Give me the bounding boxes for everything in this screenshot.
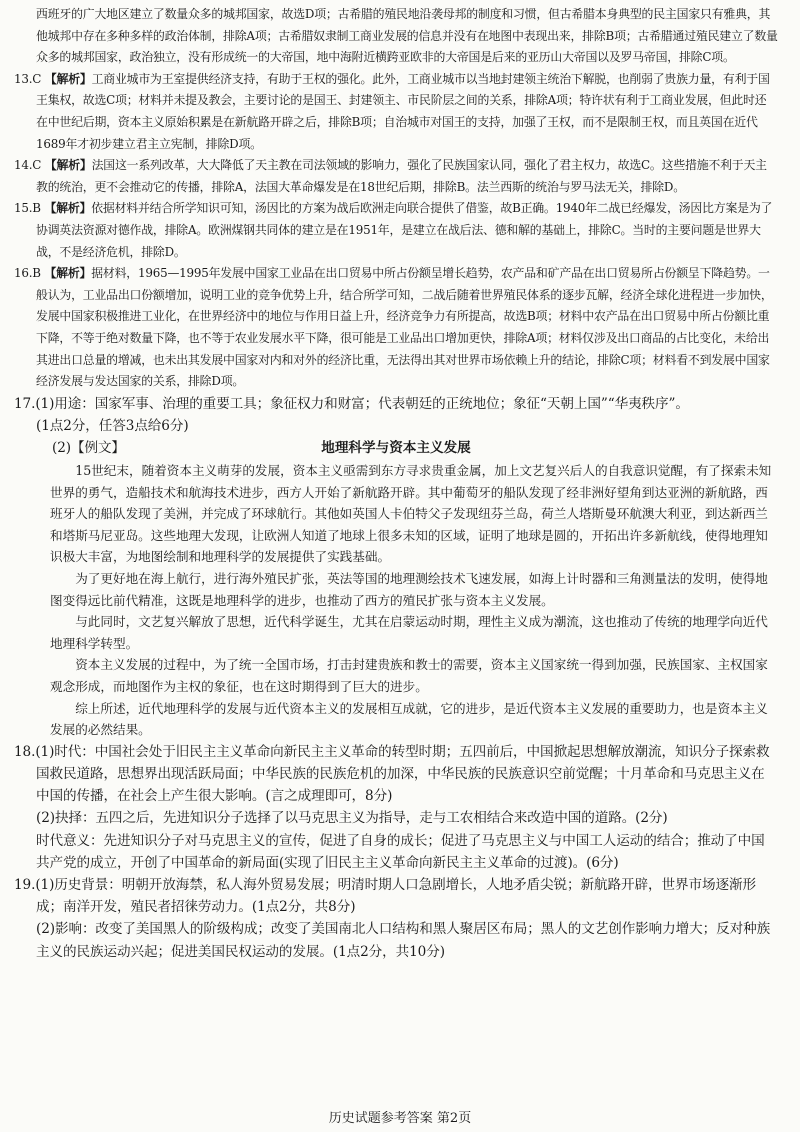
essay-title: 地理科学与资本主义发展 <box>321 440 471 457</box>
q16-answer <box>14 263 778 393</box>
essay-paragraph: 与此同时，文艺复兴解放了思想，近代科学诞生，尤其在启蒙运动时期，理性主义成为潮流，这也推动了传统的地理学向近代地理科学转型。 <box>50 614 768 651</box>
q19-part2: (2)影响：改变了美国黑人的阶级构成；改变了美国南北人口结构和黑人聚居区布局；黑人的文艺创作影响力增大；反对种族主义的民族运动兴起；促进美国民权运动的发展。(1点2分，共10分) <box>36 921 771 960</box>
essay-paragraph: 综上所述，近代地理科学的发展与近代资本主义的发展相互成就，它的进步，是近代资本主义发展的重要助力，也是资本主义发展的必然结果。 <box>50 700 768 738</box>
q16-number: 16.B <box>14 266 41 281</box>
q14-answer <box>14 155 778 198</box>
essay-paragraph: 15世纪末，随着资本主义萌芽的发展，资本主义亟需到东方寻求贵重金属，加上文艺复兴后人的自我意识觉醒，有了探索未知世界的勇气，造船技术和航海技术进步，西方人开始了新航路开辟。其中葡萄牙的船队发现了经非洲好望角到达亚洲的新航路，西班牙人的船队发现了美洲，并完成了环球航行。其他如英国人卡伯特父子发现纽芬兰岛，荷兰人塔斯曼环航澳大利亚，到达新西兰和塔斯马尼亚岛。这些地理大发现，让欧洲人知道了地球上很多未知的区域，证明了地球是圆的，开拓出许多新航线，使得地理知识极大丰富，为地图绘制和地理科学的发展提供了实践基础。 <box>50 463 772 565</box>
q17-part1-score: (1点2分，任答3点给6分) <box>36 417 189 434</box>
q18-part2-significance: 时代意义：先进知识分子对马克思主义的宣传，促进了自身的成长；促进了马克思主义与中国工人运动的结合；推动了中国共产党的成立，开创了中国革命的新局面(实现了旧民主主义革命向新民主主义革命的过渡)。(6分) <box>36 832 765 871</box>
q14-number: 14.C <box>14 158 42 173</box>
q13-number: 13.C <box>14 71 42 86</box>
q14-text: 法国这一系列改革，大大降低了天主教在司法领域的影响力，强化了民族国家认同，强化了君主权力，故选C。这些措施不利于天主教的统治，更不会推动它的传播，排除A，法国大革命爆发是在18世纪后期，排除B。法兰西斯的统治与罗马法无关，排除D。 <box>36 158 767 194</box>
q17-essay-body <box>14 460 778 741</box>
q16-tag: 【解析】 <box>44 266 92 281</box>
q15-number: 15.B <box>14 201 41 216</box>
q13-answer <box>14 69 778 155</box>
q15-text: 依据材料并结合所学知识可知，汤因比的方案为战后欧洲走向联合提供了借鉴，故B正确。1940年二战已经爆发，汤因比方案是为了协调英法资源对德作战，排除A。欧洲煤钢共同体的建立是在1951年，是建立在战后法、德和解的基础上，排除C。当时的主要问题是世界大战，不是经济危机，排除D。 <box>36 201 773 259</box>
q13-tag: 【解析】 <box>44 71 92 86</box>
q17-part2-label: (2)【例文】 <box>52 440 125 457</box>
q15-answer <box>14 198 778 263</box>
q15-tag: 【解析】 <box>44 201 92 216</box>
q12-explanation-continued: 西班牙的广大地区建立了数量众多的城邦国家，故选D项；古希腊的殖民地沿袭母邦的制度和习惯，但古希腊本身典型的民主国家只有雅典，其他城邦中存在多种多样的政治体制，排除A项；古希腊奴隶制工商业发展的信息并没有在地图中表现出来，排除B项；古希腊通过殖民建立了数量众多的城邦国家，政治独立，没有形成统一的大帝国，地中海附近横跨亚欧非的大帝国是后来的亚历山大帝国以及罗马帝国，排除C项。 <box>36 7 778 65</box>
q18-part2: (2)抉择：五四之后，先进知识分子选择了以马克思主义为指导，走与工农相结合来改造中国的道路。(2分) <box>36 810 668 827</box>
q17-essay-heading <box>14 437 778 460</box>
q17-part1: 17.(1)用途：国家军事、治理的重要工具；象征权力和财富；代表朝廷的正统地位；象征“天朝上国”“华夷秩序”。 <box>14 395 689 412</box>
q13-text: 工商业城市为王室提供经济支持，有助于王权的强化。此外，工商业城市以当地封建领主统治下解脱，也削弱了贵族力量，有利于国王集权，故选C项；材料并未提及教会，主要讨论的是国王、封建领主、市民阶层之间的关系，排除A项；特许状有利于工商业发展，但此时还在中世纪后期，资本主义原始积累是在新航路开辟之后，排除B项；自治城市对国王的支持，加强了王权，而不是限制王权，而且英国在近代1689年才初步建立君主立宪制，排除D项。 <box>36 71 770 151</box>
q18-part1: 18.(1)时代：中国社会处于旧民主主义革命向新民主主义革命的转型时期；五四前后，中国掀起思想解放潮流，知识分子探索救国救民道路，思想界出现活跃局面；中华民族的民族危机的加深，中华民族的民族意识空前觉醒；十月革命和马克思主义在中国的传播，在社会上产生很大影响。(言之成理即可，8分) <box>14 743 770 805</box>
essay-paragraph: 为了更好地在海上航行，进行海外殖民扩张，英法等国的地理测绘技术飞速发展，如海上计时器和三角测量法的发明，使得地图变得远比前代精准，这既是地理科学的进步，也推动了西方的殖民扩张与资本主义发展。 <box>50 571 768 608</box>
essay-paragraph: 资本主义发展的过程中，为了统一全国市场，打击封建贵族和教士的需要，资本主义国家统一得到加强，民族国家、主权国家观念形成，而地图作为主权的象征，也在这时期得到了巨大的进步。 <box>50 657 768 695</box>
page-footer: 历史试题参考答案 第2页 <box>328 1111 472 1126</box>
q14-tag: 【解析】 <box>44 158 92 173</box>
q19-part1: 19.(1)历史背景：明朝开放海禁，私人海外贸易发展；明清时期人口急剧增长，人地矛盾尖锐；新航路开辟，世界市场逐渐形成；南洋开发，殖民者招徕劳动力。(1点2分，共8分) <box>14 877 756 916</box>
q16-text: 据材料，1965—1995年发展中国家工业品在出口贸易中所占份额呈增长趋势，农产品和矿产品在出口贸易所占份额呈下降趋势。一般认为，工业品出口份额增加，说明工业的竞争优势上升，结合所学可知，二战后随着世界殖民体系的逐步瓦解，经济全球化进程进一步加快，发展中国家积极推进工业化，在世界经济中的地位与作用日益上升，经济竞争力有所提高，故选B项；材料中农产品在出口贸易中所占份额比重下降，不等于绝对数量下降，也不等于农业发展水平下降，很可能是工业品出口增加更快，排除A项；材料仅涉及出口商品的占比变化，未给出其进出口总量的增减，也未出其发展中国家对内和对外的经济比重，无法得出其对世界市场依赖上升的结论，排除C项；材料看不到发展中国家经济发展与发达国家的关系，排除D项。 <box>36 266 773 389</box>
